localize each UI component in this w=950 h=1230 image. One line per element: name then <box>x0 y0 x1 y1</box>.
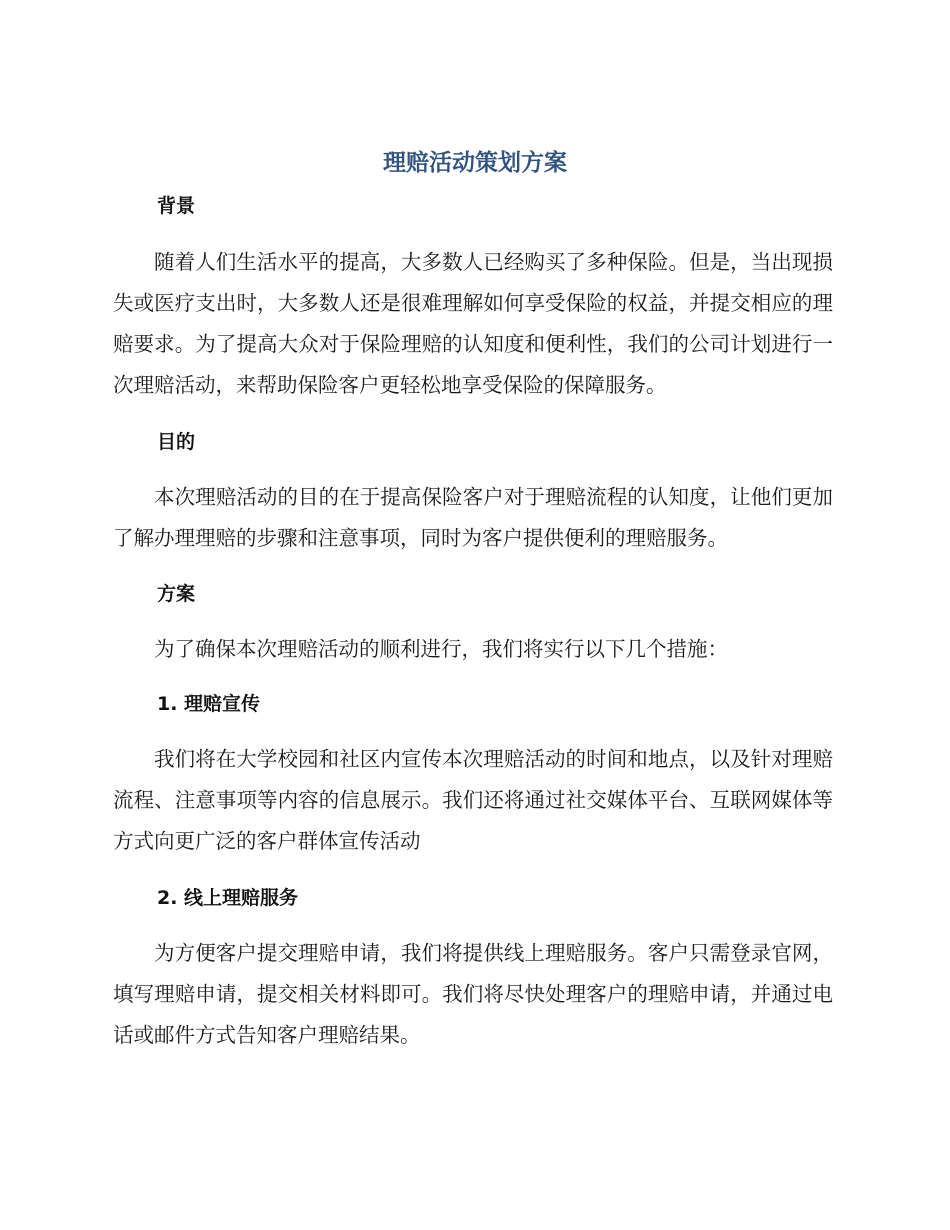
section-heading-online-service: 2. 线上理赔服务 <box>157 887 299 909</box>
section-heading-background: 背景 <box>157 195 196 217</box>
section-heading-plan: 方案 <box>157 583 196 605</box>
section-text-background: 随着人们生活水平的提高，大多数人已经购买了多种保险。但是，当出现损失或医疗支出时，大多数人还是很难理解如何享受保险的权益，并提交相应的理赔要求。为了提高大众对于保险理赔的认知度和便利性，我们的公司计划进行一次理赔活动，来帮助保险客户更轻松地享受保险的保障服务。 <box>113 250 833 397</box>
document-title: 理赔活动策划方案 <box>383 150 567 176</box>
section-text-purpose: 本次理赔活动的目的在于提高保险客户对于理赔流程的认知度，让他们更加了解办理理赔的步骤和注意事项，同时为客户提供便利的理赔服务。 <box>113 485 833 550</box>
section-heading-promotion: 1. 理赔宣传 <box>157 693 261 715</box>
section-heading-purpose: 目的 <box>157 431 196 453</box>
section-text-promotion: 我们将在大学校园和社区内宣传本次理赔活动的时间和地点，以及针对理赔流程、注意事项等内容的信息展示。我们还将通过社交媒体平台、互联网媒体等方式向更广泛的客户群体宣传活动 <box>113 747 833 853</box>
section-text-online-service: 为方便客户提交理赔申请，我们将提供线上理赔服务。客户只需登录官网，填写理赔申请，提交相关材料即可。我们将尽快处理客户的理赔申请，并通过电话或邮件方式告知客户理赔结果。 <box>113 941 833 1047</box>
section-text-plan: 为了确保本次理赔活动的顺利进行，我们将实行以下几个措施： <box>154 637 728 661</box>
